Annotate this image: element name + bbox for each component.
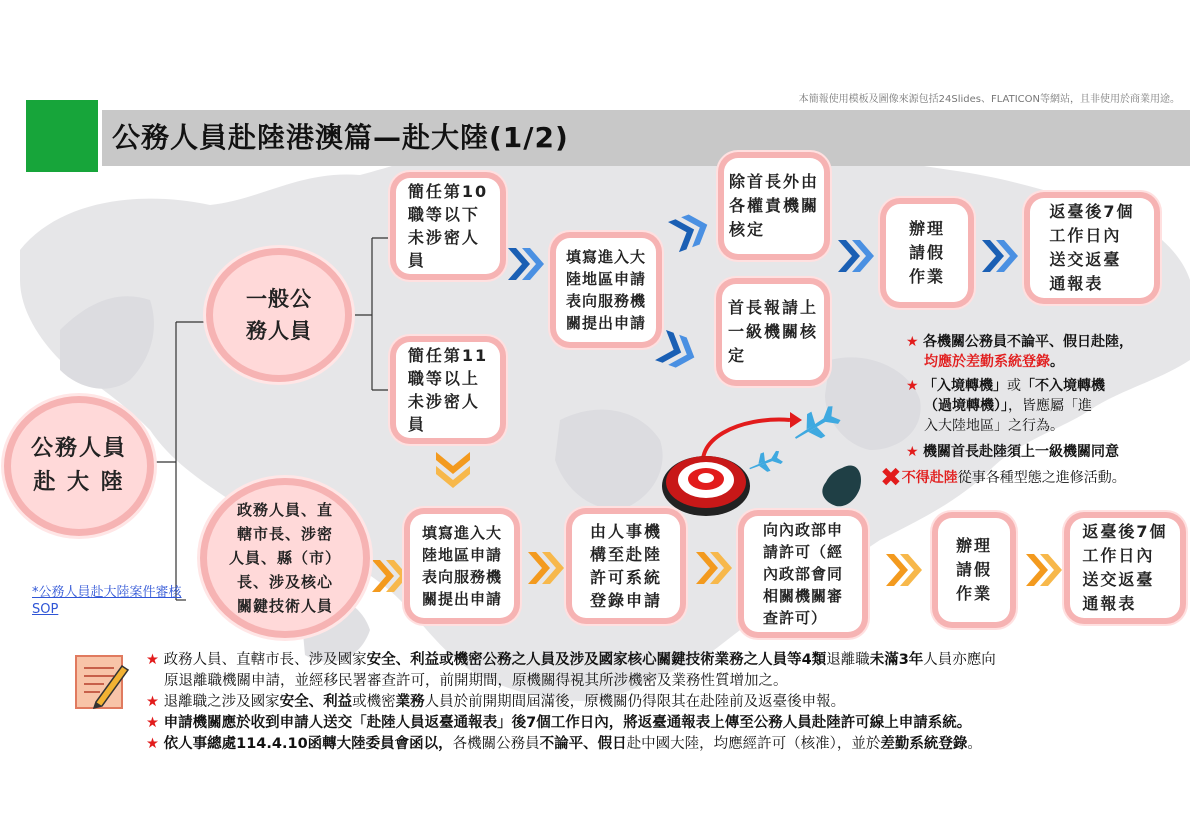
note-text: 入大陸地區」之行為。 [924,418,1064,434]
note-text: 從事各種型態之進修活動。 [957,470,1126,486]
bottom-note-4 [146,734,1186,755]
node-label: 填寫進入大 陸地區申請 表向服務機 關提出申請 [421,524,502,608]
node-label: 辦理 請假 作業 [955,536,992,603]
star-icon: ★ [906,334,919,350]
note-text-emphasis: 未滿3年 [869,652,924,668]
sop-link[interactable]: *公務人員赴大陸案件審核SOP [32,585,182,617]
note-text: 「不入境轉機 [1021,378,1106,394]
title-divider [98,100,102,172]
node-approved-by-superior-agency [722,284,824,380]
bottom-note-2 [146,692,1186,713]
note-text: 機關首長赴陸須上一級機關同意 [923,444,1120,460]
note-text: 「入境轉機」 [923,378,1008,394]
node-label: 公務人員 赴 大 陸 [30,436,127,495]
source-credit: 本簡報使用模板及圖像來源包括24Slides、FLATICON等網站，且非使用於商業用途。 [798,94,1180,105]
note-text: 或 [1007,378,1022,394]
node-label: 填寫進入大 陸地區申請 表向服務機 關提出申請 [565,248,646,332]
bottom-note-1 [146,650,1186,671]
title-accent-block [26,100,98,172]
note-text-emphasis: 差勤系統登錄 [880,736,968,752]
node-apply-to-agency-general [556,238,656,342]
note-text: 赴中國大陸，均應經許可（核准），並於 [626,736,881,752]
node-label: 辦理 請假 作業 [908,219,945,286]
note-text: 。 [1050,354,1064,370]
page-title: 公務人員赴陸港澳篇—赴大陸(1/2) [112,121,569,154]
node-label: 除首長外由 各權責機關 核定 [728,172,819,239]
node-leave-procedure-bottom [938,518,1010,622]
star-icon: ★ [906,444,919,460]
node-grade-11-and-above [396,342,500,438]
note-text: 政務人員、直轄市長、涉及國家 [163,652,367,668]
star-icon: ★ [906,378,919,394]
memo-pencil-icon [74,654,130,710]
star-icon: ★ [146,694,159,710]
node-label: 返臺後7個 工作日內 送交返臺 通報表 [1049,202,1135,293]
note-text-emphasis: 均應於差勤系統登錄 [924,354,1050,370]
note-calendar-registration [906,332,1190,372]
note-text-emphasis: 不得赴陸 [901,470,958,486]
note-text: 各機關公務員 [452,736,540,752]
note-text-emphasis: 安全、利益或機密公務之人員及涉及國家核心關鍵技術業務之人員等4類 [366,652,827,668]
bottom-notes [146,650,1186,755]
note-text: 人員於前開期間屆滿後，原機關仍得限其在赴陸前及返臺後申報。 [424,694,846,710]
node-label: 由人事機 構至赴陸 許可系統 登錄申請 [589,522,662,610]
bottom-note-3 [146,713,1186,734]
star-icon: ★ [146,715,159,731]
star-icon: ★ [146,736,159,752]
note-text: 或機密 [352,694,396,710]
note-text-emphasis: 申請機關應於收到申請人送交「赴陸人員返臺通報表」後7個工作日內，將返臺通報表上傳至公務人員赴陸許可線上申請系統。 [163,715,972,731]
note-text: 退離職 [826,652,870,668]
node-moi-permit [744,516,862,632]
node-political-appointees [200,478,370,638]
note-transit [906,376,1190,436]
bottom-note-1-cont: 原退離職機關申請，並經移民署審查許可，前開期間，原機關得視其所涉機密及業務性質增加之。 [164,673,788,689]
note-text: 各機關公務員不論平、假日赴陸， [923,334,1134,350]
node-civil-servants-to-mainland [4,396,154,536]
note-text: 退離職之涉及國家 [163,694,280,710]
note-text-emphasis: 不論平、假日 [539,736,627,752]
note-no-study-activities [880,463,1190,493]
note-text: 。 [967,736,982,752]
note-text-emphasis: 業務 [395,694,425,710]
node-return-report-bottom [1070,518,1180,618]
node-leave-procedure-top [886,204,968,302]
node-label: 政務人員、直 轄市長、涉密 人員、縣（市） 長、涉及核心 關鍵技術人員 [228,501,341,615]
node-label: 簡任第10 職等以下 未涉密人 員 [407,182,489,270]
node-label: 簡任第11 職等以上 未涉密人 員 [407,346,489,434]
node-label: 一般公 務人員 [246,287,312,343]
note-text: （過境轉機）」 [924,398,1008,414]
note-text: 人員亦應向 [923,652,996,668]
star-icon: ★ [146,652,159,668]
note-text-emphasis: 安全、利益 [279,694,353,710]
note-text: ，皆應屬「進 [1008,398,1092,414]
node-apply-to-agency-political [410,514,514,618]
node-grade-10-and-below [396,178,500,274]
node-label: 向內政部申 請許可（經 內政部會同 相關機關審 查許可） [762,521,843,627]
node-label: 返臺後7個 工作日內 送交返臺 通報表 [1082,522,1168,613]
node-return-report-top [1030,198,1154,298]
node-general-civil-servants [206,248,352,382]
cross-icon: ✖ [880,463,902,493]
note-head-approval [906,442,1190,462]
node-label: 首長報請上 一級機關核 定 [727,298,818,365]
node-personnel-system-registration [572,514,680,618]
node-approved-by-agency [724,158,824,254]
note-text: 依人事總處114.4.10函轉大陸委員會函以， [163,736,453,752]
